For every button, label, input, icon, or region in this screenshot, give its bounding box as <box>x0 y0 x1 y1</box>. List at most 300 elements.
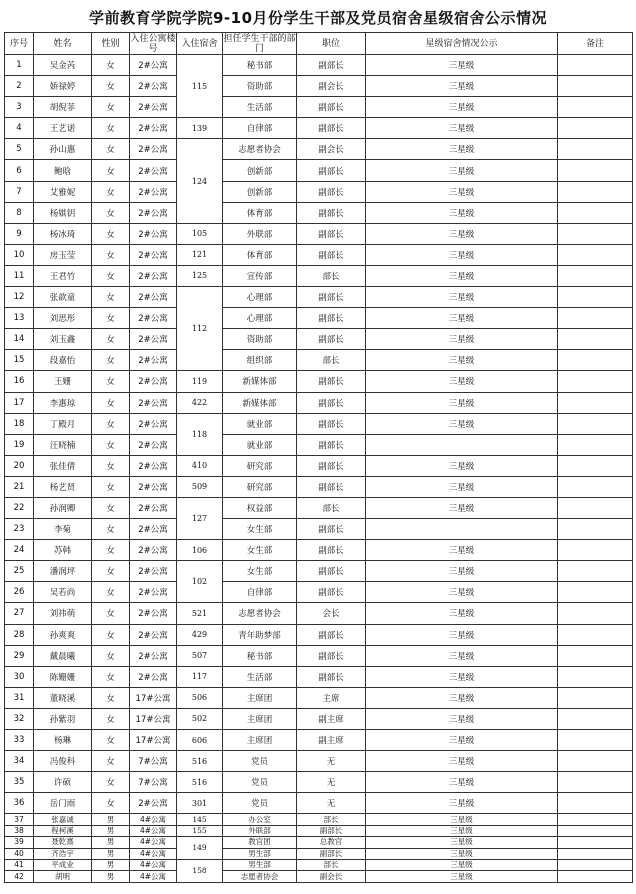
cell-dept: 主席团 <box>223 730 297 751</box>
cell-building: 2#公寓 <box>130 118 177 139</box>
cell-no: 4 <box>5 118 34 139</box>
cell-remark <box>558 55 633 76</box>
cell-star: 三星级 <box>366 202 558 223</box>
cell-building: 4#公寓 <box>130 837 177 848</box>
cell-position: 副会长 <box>297 139 366 160</box>
cell-remark <box>558 561 633 582</box>
table-row <box>5 160 633 181</box>
table-row <box>5 825 633 836</box>
cell-building: 2#公寓 <box>130 181 177 202</box>
cell-position: 副部长 <box>297 519 366 540</box>
cell-dept: 研究部 <box>223 476 297 497</box>
cell-building: 4#公寓 <box>130 871 177 882</box>
cell-gender: 女 <box>92 497 130 518</box>
cell-no: 35 <box>5 772 34 793</box>
cell-remark <box>558 308 633 329</box>
table-row <box>5 871 633 882</box>
cell-name: 杨娸钥 <box>34 202 92 223</box>
cell-room: 301 <box>177 793 223 814</box>
cell-remark <box>558 76 633 97</box>
cell-gender: 女 <box>92 55 130 76</box>
cell-no: 31 <box>5 687 34 708</box>
cell-position: 主席 <box>297 687 366 708</box>
cell-dept: 秘书部 <box>223 55 297 76</box>
cell-position: 副部长 <box>297 434 366 455</box>
cell-no: 42 <box>5 871 34 882</box>
cell-gender: 男 <box>92 871 130 882</box>
cell-dept: 创新部 <box>223 160 297 181</box>
cell-remark <box>558 160 633 181</box>
cell-no: 39 <box>5 837 34 848</box>
cell-dept: 办公室 <box>223 814 297 825</box>
cell-room: 516 <box>177 772 223 793</box>
cell-dept: 自律部 <box>223 582 297 603</box>
cell-position: 副部长 <box>297 825 366 836</box>
cell-gender: 女 <box>92 223 130 244</box>
cell-name: 娇禄婷 <box>34 76 92 97</box>
cell-room: 155 <box>177 825 223 836</box>
header-row <box>5 33 633 55</box>
cell-position: 部长 <box>297 265 366 286</box>
cell-star <box>366 434 558 455</box>
cell-building: 2#公寓 <box>130 624 177 645</box>
dormitory-table <box>4 32 633 883</box>
cell-room: 521 <box>177 603 223 624</box>
cell-star: 三星级 <box>366 97 558 118</box>
cell-no: 22 <box>5 497 34 518</box>
cell-dept: 权益部 <box>223 497 297 518</box>
cell-position: 副部长 <box>297 624 366 645</box>
table-row <box>5 814 633 825</box>
cell-gender: 女 <box>92 413 130 434</box>
cell-building: 2#公寓 <box>130 603 177 624</box>
cell-building: 4#公寓 <box>130 859 177 870</box>
cell-name: 李菊 <box>34 519 92 540</box>
table-row <box>5 837 633 848</box>
cell-building: 17#公寓 <box>130 730 177 751</box>
cell-star: 三星级 <box>366 181 558 202</box>
cell-position: 副部长 <box>297 666 366 687</box>
cell-dept: 男生部 <box>223 848 297 859</box>
cell-gender: 女 <box>92 329 130 350</box>
cell-dept: 体育部 <box>223 202 297 223</box>
table-row <box>5 603 633 624</box>
cell-remark <box>558 666 633 687</box>
cell-dept: 青年助梦部 <box>223 624 297 645</box>
cell-no: 36 <box>5 793 34 814</box>
table-row <box>5 308 633 329</box>
cell-room: 121 <box>177 244 223 265</box>
header-dept: 担任学生干部的部门 <box>223 33 296 54</box>
cell-name: 胡倪菲 <box>34 97 92 118</box>
table-body <box>5 55 633 883</box>
cell-gender: 男 <box>92 859 130 870</box>
cell-position: 副部长 <box>297 244 366 265</box>
table-row <box>5 413 633 434</box>
cell-dept: 主席团 <box>223 708 297 729</box>
cell-position: 副部长 <box>297 455 366 476</box>
page-title: 学前教育学院学院9-10月份学生干部及党员宿舍星级宿舍公示情况 <box>88 9 548 27</box>
cell-building: 2#公寓 <box>130 308 177 329</box>
cell-position: 副部长 <box>297 476 366 497</box>
cell-remark <box>558 223 633 244</box>
cell-building: 2#公寓 <box>130 645 177 666</box>
cell-dept: 党员 <box>223 751 297 772</box>
cell-star: 三星级 <box>366 308 558 329</box>
cell-star: 三星级 <box>366 837 558 848</box>
cell-star: 三星级 <box>366 329 558 350</box>
cell-no: 11 <box>5 265 34 286</box>
cell-building: 17#公寓 <box>130 708 177 729</box>
cell-no: 34 <box>5 751 34 772</box>
cell-name: 岳门雨 <box>34 793 92 814</box>
cell-gender: 男 <box>92 848 130 859</box>
cell-position: 副部长 <box>297 371 366 392</box>
cell-remark <box>558 497 633 518</box>
cell-dept: 生活部 <box>223 666 297 687</box>
cell-name: 齐浩宇 <box>34 848 92 859</box>
cell-no: 10 <box>5 244 34 265</box>
cell-position: 副部长 <box>297 223 366 244</box>
cell-room: 105 <box>177 223 223 244</box>
table-row <box>5 848 633 859</box>
cell-gender: 女 <box>92 287 130 308</box>
cell-room: 158 <box>177 859 223 882</box>
cell-no: 30 <box>5 666 34 687</box>
table-row <box>5 55 633 76</box>
cell-gender: 女 <box>92 772 130 793</box>
cell-dept: 心理部 <box>223 308 297 329</box>
cell-dept: 就业部 <box>223 434 297 455</box>
cell-no: 25 <box>5 561 34 582</box>
cell-star: 三星级 <box>366 624 558 645</box>
cell-remark <box>558 582 633 603</box>
cell-gender: 女 <box>92 793 130 814</box>
cell-room: 429 <box>177 624 223 645</box>
table-row <box>5 244 633 265</box>
cell-star: 三星级 <box>366 871 558 882</box>
cell-name: 吴金芮 <box>34 55 92 76</box>
cell-gender: 女 <box>92 730 130 751</box>
cell-no: 3 <box>5 97 34 118</box>
cell-star: 三星级 <box>366 825 558 836</box>
cell-dept: 男生部 <box>223 859 297 870</box>
table-row <box>5 687 633 708</box>
cell-gender: 男 <box>92 837 130 848</box>
cell-dept: 党员 <box>223 772 297 793</box>
cell-star: 三星级 <box>366 265 558 286</box>
cell-gender: 男 <box>92 825 130 836</box>
cell-remark <box>558 244 633 265</box>
cell-position: 副部长 <box>297 540 366 561</box>
cell-name: 汪晓楠 <box>34 434 92 455</box>
table-row <box>5 139 633 160</box>
table-row <box>5 730 633 751</box>
cell-remark <box>558 825 633 836</box>
cell-name: 王姗 <box>34 371 92 392</box>
cell-gender: 女 <box>92 666 130 687</box>
cell-position: 无 <box>297 793 366 814</box>
cell-star: 三星级 <box>366 687 558 708</box>
cell-position: 副部长 <box>297 561 366 582</box>
cell-gender: 女 <box>92 624 130 645</box>
cell-name: 苏韩 <box>34 540 92 561</box>
cell-building: 2#公寓 <box>130 350 177 371</box>
cell-gender: 女 <box>92 561 130 582</box>
cell-star <box>366 519 558 540</box>
cell-position: 副部长 <box>297 160 366 181</box>
cell-star: 三星级 <box>366 160 558 181</box>
cell-position: 总教官 <box>297 837 366 848</box>
cell-position: 副部长 <box>297 118 366 139</box>
cell-star: 三星级 <box>366 666 558 687</box>
cell-position: 副部长 <box>297 329 366 350</box>
cell-building: 2#公寓 <box>130 223 177 244</box>
cell-star: 三星级 <box>366 772 558 793</box>
table-row <box>5 455 633 476</box>
header-name: 姓名 <box>34 33 92 55</box>
cell-remark <box>558 181 633 202</box>
cell-no: 27 <box>5 603 34 624</box>
cell-building: 2#公寓 <box>130 455 177 476</box>
cell-room: 509 <box>177 476 223 497</box>
cell-star: 三星级 <box>366 118 558 139</box>
table-row <box>5 561 633 582</box>
cell-no: 19 <box>5 434 34 455</box>
table-row <box>5 371 633 392</box>
cell-building: 2#公寓 <box>130 434 177 455</box>
cell-room: 502 <box>177 708 223 729</box>
cell-dept: 宣传部 <box>223 265 297 286</box>
cell-star: 三星级 <box>366 793 558 814</box>
cell-building: 2#公寓 <box>130 55 177 76</box>
cell-position: 副部长 <box>297 181 366 202</box>
cell-room: 507 <box>177 645 223 666</box>
cell-remark <box>558 455 633 476</box>
cell-dept: 教官团 <box>223 837 297 848</box>
cell-building: 2#公寓 <box>130 582 177 603</box>
cell-no: 2 <box>5 76 34 97</box>
cell-building: 2#公寓 <box>130 160 177 181</box>
cell-position: 副部长 <box>297 308 366 329</box>
cell-building: 2#公寓 <box>130 666 177 687</box>
cell-star: 三星级 <box>366 540 558 561</box>
cell-building: 4#公寓 <box>130 814 177 825</box>
cell-gender: 女 <box>92 202 130 223</box>
header-no: 序号 <box>5 33 34 55</box>
cell-name: 刘祎萌 <box>34 603 92 624</box>
cell-remark <box>558 687 633 708</box>
cell-name: 杨琳 <box>34 730 92 751</box>
cell-building: 2#公寓 <box>130 476 177 497</box>
table-row <box>5 476 633 497</box>
cell-dept: 秘书部 <box>223 645 297 666</box>
cell-no: 6 <box>5 160 34 181</box>
header-star: 星级宿舍情况公示 <box>366 33 558 55</box>
cell-name: 张佳倩 <box>34 455 92 476</box>
cell-name: 杨冰琦 <box>34 223 92 244</box>
cell-gender: 女 <box>92 181 130 202</box>
cell-name: 丁殿月 <box>34 413 92 434</box>
cell-dept: 就业部 <box>223 413 297 434</box>
cell-no: 12 <box>5 287 34 308</box>
cell-building: 2#公寓 <box>130 519 177 540</box>
cell-dept: 外联部 <box>223 825 297 836</box>
table-row <box>5 265 633 286</box>
cell-building: 2#公寓 <box>130 793 177 814</box>
cell-name: 李惠琼 <box>34 392 92 413</box>
cell-gender: 女 <box>92 350 130 371</box>
cell-no: 8 <box>5 202 34 223</box>
cell-no: 40 <box>5 848 34 859</box>
cell-building: 4#公寓 <box>130 848 177 859</box>
table-row <box>5 751 633 772</box>
cell-no: 9 <box>5 223 34 244</box>
cell-remark <box>558 413 633 434</box>
table-row <box>5 793 633 814</box>
cell-gender: 女 <box>92 371 130 392</box>
cell-star: 三星级 <box>366 476 558 497</box>
table-row <box>5 772 633 793</box>
table-row <box>5 708 633 729</box>
cell-remark <box>558 603 633 624</box>
cell-room: 112 <box>177 287 223 371</box>
cell-building: 7#公寓 <box>130 751 177 772</box>
cell-name: 孙爽爽 <box>34 624 92 645</box>
cell-room: 127 <box>177 497 223 539</box>
cell-dept: 新媒体部 <box>223 392 297 413</box>
cell-name: 王艺诺 <box>34 118 92 139</box>
sheet <box>4 4 632 883</box>
cell-position: 副部长 <box>297 645 366 666</box>
cell-dept: 资助部 <box>223 329 297 350</box>
cell-position: 副主席 <box>297 708 366 729</box>
cell-position: 副会长 <box>297 871 366 882</box>
cell-building: 2#公寓 <box>130 371 177 392</box>
cell-remark <box>558 287 633 308</box>
cell-dept: 女生部 <box>223 519 297 540</box>
cell-gender: 女 <box>92 519 130 540</box>
cell-dept: 体育部 <box>223 244 297 265</box>
cell-building: 2#公寓 <box>130 244 177 265</box>
cell-dept: 新媒体部 <box>223 371 297 392</box>
cell-remark <box>558 139 633 160</box>
cell-gender: 女 <box>92 308 130 329</box>
table-row <box>5 181 633 202</box>
cell-no: 32 <box>5 708 34 729</box>
cell-building: 2#公寓 <box>130 497 177 518</box>
cell-name: 刘玉鑫 <box>34 329 92 350</box>
table-row <box>5 223 633 244</box>
cell-remark <box>558 772 633 793</box>
cell-dept: 主席团 <box>223 687 297 708</box>
cell-dept: 资助部 <box>223 76 297 97</box>
cell-position: 副部长 <box>297 848 366 859</box>
cell-name: 董晓溪 <box>34 687 92 708</box>
cell-position: 副部长 <box>297 55 366 76</box>
cell-building: 2#公寓 <box>130 287 177 308</box>
cell-star: 三星级 <box>366 413 558 434</box>
cell-building: 2#公寓 <box>130 540 177 561</box>
cell-name: 陈姗姗 <box>34 666 92 687</box>
cell-no: 7 <box>5 181 34 202</box>
cell-no: 41 <box>5 859 34 870</box>
cell-gender: 女 <box>92 645 130 666</box>
cell-star: 三星级 <box>366 645 558 666</box>
cell-position: 副部长 <box>297 287 366 308</box>
cell-gender: 女 <box>92 582 130 603</box>
cell-position: 副部长 <box>297 202 366 223</box>
cell-star: 三星级 <box>366 814 558 825</box>
header-remark: 备注 <box>558 33 633 55</box>
cell-name: 张嘉诚 <box>34 814 92 825</box>
cell-no: 28 <box>5 624 34 645</box>
cell-room: 139 <box>177 118 223 139</box>
cell-star: 三星级 <box>366 76 558 97</box>
table-row <box>5 666 633 687</box>
cell-gender: 女 <box>92 139 130 160</box>
cell-gender: 女 <box>92 603 130 624</box>
cell-star: 三星级 <box>366 730 558 751</box>
table-row <box>5 97 633 118</box>
cell-position: 部长 <box>297 497 366 518</box>
cell-name: 孙润卿 <box>34 497 92 518</box>
table-row <box>5 859 633 870</box>
cell-position: 会长 <box>297 603 366 624</box>
table-row <box>5 287 633 308</box>
cell-star: 三星级 <box>366 223 558 244</box>
cell-position: 无 <box>297 751 366 772</box>
cell-dept: 党员 <box>223 793 297 814</box>
cell-gender: 女 <box>92 708 130 729</box>
cell-position: 副部长 <box>297 392 366 413</box>
cell-name: 胡明 <box>34 871 92 882</box>
cell-room: 115 <box>177 55 223 118</box>
cell-position: 副部长 <box>297 582 366 603</box>
cell-room: 506 <box>177 687 223 708</box>
cell-name: 戴晨曦 <box>34 645 92 666</box>
cell-room: 125 <box>177 265 223 286</box>
cell-name: 孙山惠 <box>34 139 92 160</box>
cell-room: 118 <box>177 413 223 455</box>
cell-dept: 组织部 <box>223 350 297 371</box>
cell-remark <box>558 265 633 286</box>
cell-dept: 研究部 <box>223 455 297 476</box>
cell-remark <box>558 371 633 392</box>
cell-remark <box>558 859 633 870</box>
cell-position: 副部长 <box>297 97 366 118</box>
header-gender: 性别 <box>92 33 130 55</box>
cell-remark <box>558 837 633 848</box>
cell-gender: 女 <box>92 244 130 265</box>
table-row <box>5 645 633 666</box>
cell-gender: 女 <box>92 434 130 455</box>
cell-dept: 志愿者协会 <box>223 603 297 624</box>
cell-dept: 心理部 <box>223 287 297 308</box>
cell-room: 102 <box>177 561 223 603</box>
cell-star: 三星级 <box>366 244 558 265</box>
cell-star: 三星级 <box>366 287 558 308</box>
cell-no: 14 <box>5 329 34 350</box>
table-row <box>5 582 633 603</box>
cell-remark <box>558 392 633 413</box>
cell-remark <box>558 329 633 350</box>
cell-name: 孙紫羽 <box>34 708 92 729</box>
cell-position: 副主席 <box>297 730 366 751</box>
cell-name: 艾雅妮 <box>34 181 92 202</box>
cell-star: 三星级 <box>366 139 558 160</box>
cell-star: 三星级 <box>366 455 558 476</box>
